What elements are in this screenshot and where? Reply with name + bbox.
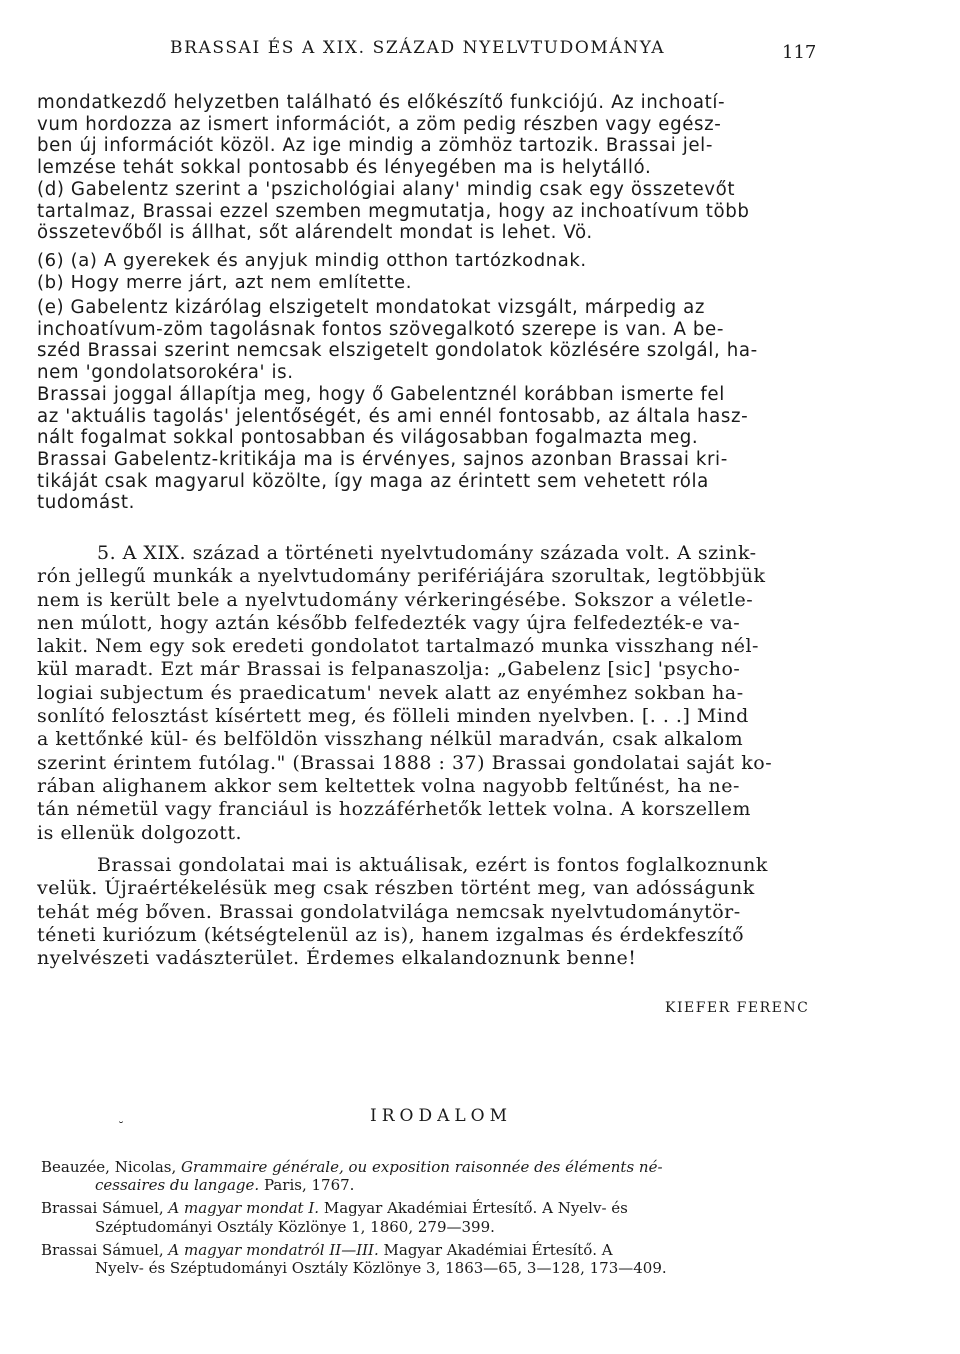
text-line: tán németül vagy franciául is hozzáférhetők lettek volna. A korszellem [37,798,751,821]
reference-item [41,1158,831,1194]
text-line: Brassai Gabelentz-kritikája ma is érvényes, sajnos azonban Brassai kri- [37,448,728,470]
reference-title: Grammaire générale, ou exposition raisonnée des éléments né- [181,1158,663,1176]
text-line: téneti kuriózum (kétségtelenül az is), hanem izgalmas és érdekfeszítő [37,923,745,946]
text-line: logiai subjectum és praedicatum' nevek alatt az enyémhez sokban ha- [37,681,744,704]
text-line: szerint érintem futólag." (Brassai 1888 : 37) Brassai gondolatai saját ko- [37,751,773,774]
reference-title: A magyar mondat I. [168,1199,320,1218]
reference-publication-cont: Nyelv- és Széptudományi Osztály Közlönye 3, 1863—65, 3—128, 173—409. [95,1259,667,1278]
text-line: tikáját csak magyarul közölte, így maga az érintett sem vehetett róla [37,470,709,492]
reference-author: Brassai Sámuel, [41,1199,164,1218]
text-line: rában alighanem akkor sem keltettek volna nagyobb feltűnést, ha ne- [37,774,740,797]
paragraph-block-1 [37,92,813,244]
reference-item [41,1199,831,1235]
reference-publication: Paris, 1767. [263,1176,355,1195]
author-signature: KIEFER FERENC [665,1000,810,1016]
text-line: nem is került bele a nyelvtudomány vérkeringésébe. Sokszor a véletle- [37,588,754,611]
text-line: lakit. Nem egy sok eredeti gondolatot tartalmazó munka visszhang nél- [37,635,759,658]
text-line: széd Brassai szerint nemcsak elszigetelt gondolatok közlésére szolgál, ha- [37,340,758,362]
running-head: BRASSAI ÉS A XIX. SZÁZAD NYELVTUDOMÁNYA [170,38,666,58]
reference-publication: Magyar Akadémiai Értesítő. A Nyelv- és [323,1199,628,1218]
text-line: összetevőből is állhat, sőt alárendelt mondat is lehet. Vö. [37,222,593,244]
text-line: (d) Gabelentz szerint a 'pszichológiai alany' mindig csak egy összetevőt [37,178,736,200]
example-line-b: (b) Hogy merre járt, azt nem említette. [37,271,413,293]
text-line: vum hordozza az ismert információt, a zöm pedig részben vagy egész- [37,113,722,135]
examples-block [37,250,813,293]
reference-item [41,1241,831,1277]
page-number: 117 [782,42,817,63]
text-line: mondatkezdő helyzetben található és előkészítő funkciójú. Az inchoatí- [37,92,726,113]
text-line: (e) Gabelentz kizárólag elszigetelt mondatokat vizsgált, márpedig az [37,297,706,318]
references-list [41,1158,831,1282]
text-line: az 'aktuális tagolás' jelentőségét, és ami ennél fontosabb, az általa hasz- [37,405,749,427]
text-line: lemzése tehát sokkal pontosabb és lényegében ma is helytálló. [37,157,652,179]
reference-author: Brassai Sámuel, [41,1240,164,1259]
text-line: inchoatívum-zöm tagolásnak fontos szövegalkotó szerepe is van. A be- [37,318,725,340]
text-line: rón jellegű munkák a nyelvtudomány perifériájára szorultak, legtöbbjük [37,565,766,588]
reference-publication: Magyar Akadémiai Értesítő. A [383,1240,613,1259]
text-line: nem 'gondolatsorokéra' is. [37,362,294,384]
text-line: tehát még bőven. Brassai gondolatvilága nemcsak nyelvtudománytör- [37,900,741,923]
section-5 [37,542,827,845]
text-line: ben új információt közöl. Az ige mindig a zömhöz tartozik. Brassai jel- [37,135,713,157]
text-line: velük. Újraértékelésük meg csak részben történt meg, van adósságunk [37,877,755,900]
text-line: is ellenük dolgozott. [37,821,243,844]
text-line: nen múlott, hogy aztán később felfedezték vagy újra felfedezték-e va- [37,611,741,634]
references-title: IRODALOM [370,1106,512,1126]
text-line: Brassai gondolatai mai is aktuálisak, ezért is fontos foglalkoznunk [97,854,768,876]
text-line: a kettőnké kül- és belföldön visszhang nélkül maradván, csak alkalom [37,728,744,751]
text-line: sonlító felosztást kísértett meg, és fölleli minden nyelvben. [. . .] Mind [37,705,749,728]
paragraph-block-2 [37,297,813,514]
text-line: tudomást. [37,492,135,514]
text-line: 5. A XIX. század a történeti nyelvtudomány százada volt. A szink- [97,542,757,564]
reference-author: Beauzée, Nicolas, [41,1158,177,1176]
closing-paragraph [37,854,827,970]
text-line: tartalmaz, Brassai ezzel szemben megmutatja, hogy az inchoatívum több [37,200,750,222]
reference-publication-cont: Széptudományi Osztály Közlönye 1, 1860, 279—399. [95,1217,495,1236]
reference-title: A magyar mondatról II—III. [168,1240,379,1259]
reference-title-cont: cessaires du langage. [95,1176,260,1195]
text-line: nált fogalmat sokkal pontosabban és világosabban fogalmazta meg. [37,427,699,449]
scan-mark: ˘ [118,1120,124,1134]
example-line-a: (6) (a) A gyerekek és anyjuk mindig otthon tartózkodnak. [37,250,587,271]
text-line: Brassai joggal állapítja meg, hogy ő Gabelentznél korábban ismerte fel [37,383,725,405]
text-line: kül maradt. Ezt már Brassai is felpanaszolja: „Gabelenz [sic] 'psycho- [37,658,741,681]
text-line: nyelvészeti vadászterület. Érdemes elkalandoznunk benne! [37,947,637,970]
